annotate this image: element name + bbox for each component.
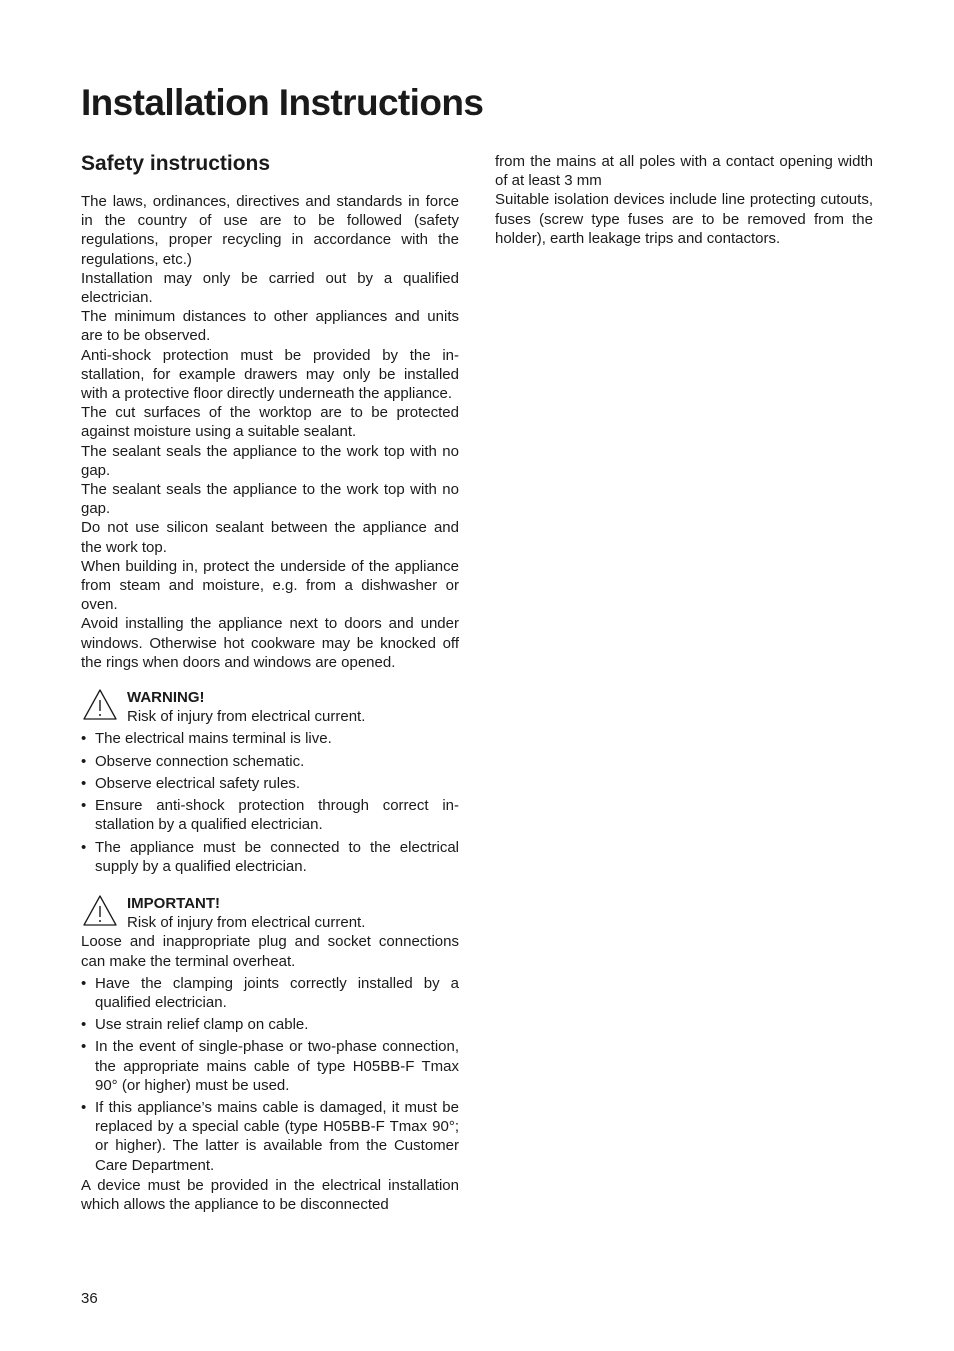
warning-notice bbox=[81, 688, 459, 726]
list-item: • The appliance must be connected to the electrical supply by a qualified electrician. bbox=[81, 838, 459, 876]
list-item: • Observe connection schematic. bbox=[81, 752, 459, 771]
paragraph: The sealant seals the appliance to the work top with no gap. bbox=[81, 442, 459, 479]
paragraph: Avoid installing the appliance next to doors and under windows. Otherwise hot cookware may be knocked off the rings when doors and windows are opened. bbox=[81, 615, 459, 671]
right-column bbox=[495, 152, 873, 248]
page-title: Installation Instructions bbox=[81, 82, 484, 123]
list-item: • Ensure anti-shock protection through correct installation by a qualified electrician. bbox=[81, 796, 459, 834]
paragraph: The sealant seals the appliance to the work top with no gap. bbox=[81, 481, 459, 518]
section-heading: Safety instructions bbox=[81, 152, 271, 175]
important-bullet-list bbox=[81, 974, 459, 1175]
warning-label: WARNING! bbox=[127, 689, 205, 707]
paragraph: from the mains at all poles with a contact opening width of at least 3 mm bbox=[495, 153, 873, 190]
warning-bullet-list bbox=[81, 729, 459, 875]
paragraph: The minimum distances to other appliances and units are to be observed. bbox=[81, 308, 459, 345]
warning-triangle-icon bbox=[82, 688, 118, 721]
paragraph: Suitable isolation devices include line protecting cutouts, fuses (screw type fuses are to be removed from the holder), earth leakage trips and contactors. bbox=[495, 191, 873, 247]
paragraph: The laws, ordinances, directives and standards in force in the country of use are to be followed (safety regulations, proper recycling in accordance with the regulations, etc.) bbox=[81, 193, 459, 268]
important-label: IMPORTANT! bbox=[127, 894, 221, 912]
list-item: • Observe electrical safety rules. bbox=[81, 774, 459, 793]
warning-text: Risk of injury from electrical current. bbox=[127, 708, 366, 726]
paragraph: Do not use silicon sealant between the appliance and the work top. bbox=[81, 519, 459, 556]
list-item: • In the event of single-phase or two-phase connection, the appropriate mains cable of type H05BB-F Tmax 90° (or higher) must be used. bbox=[81, 1037, 459, 1095]
list-item: • Have the clamping joints correctly installed by a qualified electrician. bbox=[81, 974, 459, 1012]
list-item: • The electrical mains terminal is live. bbox=[81, 729, 459, 748]
page-number: 36 bbox=[81, 1290, 98, 1307]
list-item: • Use strain relief clamp on cable. bbox=[81, 1015, 459, 1034]
important-text: Risk of injury from electrical current. bbox=[127, 914, 366, 932]
list-item: • If this appliance’s mains cable is damaged, it must be replaced by a special cable (type H05BB-F Tmax 90°; or higher). The latter is available from the Customer Care Department. bbox=[81, 1098, 459, 1175]
paragraph: The cut surfaces of the worktop are to be protected against moisture using a suitable sealant. bbox=[81, 404, 459, 441]
paragraph: A device must be provided in the electrical installation which allows the appliance to be disconnected bbox=[81, 1176, 459, 1213]
warning-triangle-icon bbox=[82, 894, 118, 927]
paragraph: When building in, protect the underside of the appliance from steam and moisture, e.g. from a dishwasher or oven. bbox=[81, 557, 459, 614]
paragraph: Anti-shock protection must be provided by the installation, for example drawers may only be installed with a protective floor directly underneath the appliance. bbox=[81, 346, 459, 403]
paragraph: Installation may only be carried out by a qualified electrician. bbox=[81, 269, 459, 307]
important-notice bbox=[81, 894, 459, 932]
left-column bbox=[81, 150, 459, 1214]
paragraph: Loose and inappropriate plug and socket connections can make the terminal overheat. bbox=[81, 933, 459, 970]
